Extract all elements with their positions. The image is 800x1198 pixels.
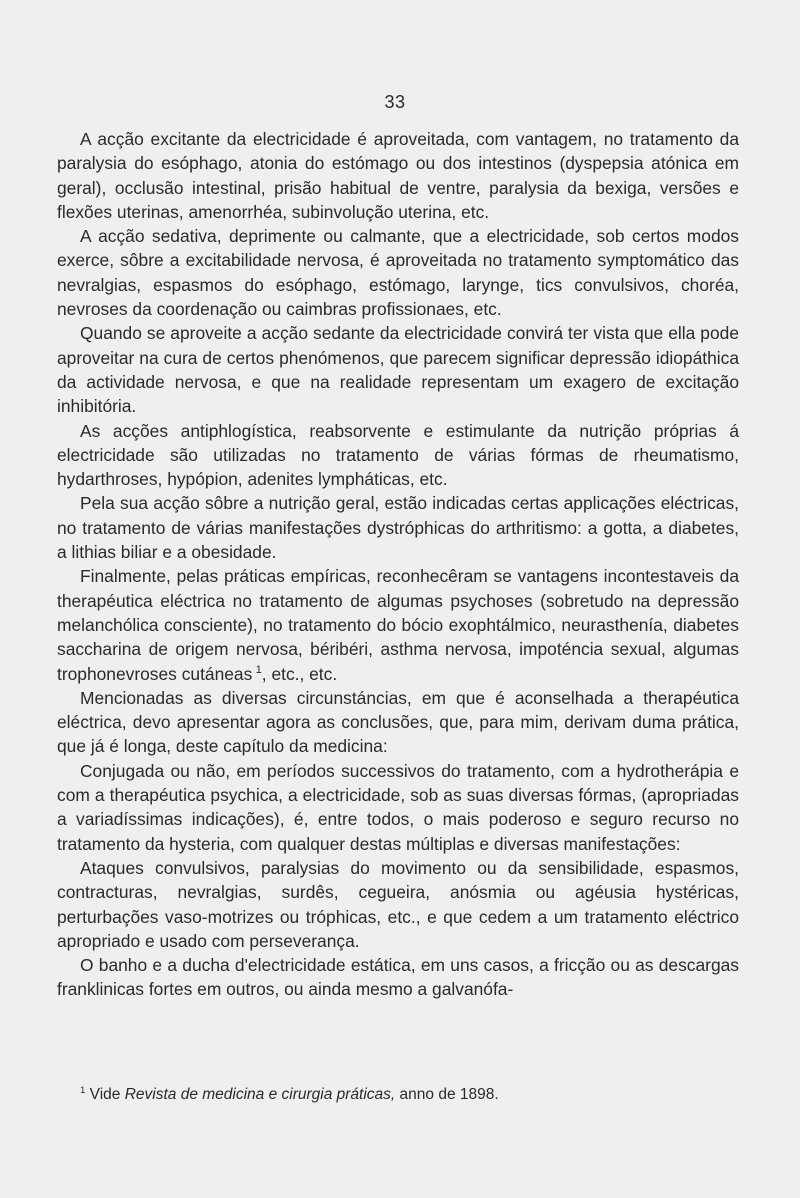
footnote-title: Revista de medicina e cirurgia práticas,: [124, 1086, 396, 1103]
paragraph-tail: , etc., etc.: [261, 663, 338, 684]
footnote: [80, 1085, 740, 1105]
paragraph-with-footnote: [57, 564, 739, 685]
footnote-prefix: Vide: [89, 1086, 125, 1103]
paragraph: Conjugada ou não, em períodos successivos do tratamento, com a hydrotherápia e com a therapéutica psychica, a electricidade, sob as suas diversas fórmas, (apropriadas a variadíssimas indicações), é, entre todos, o mais poderoso e seguro recurso no tratamento da hysteria, com qualquer destas múltiplas e diversas manifestações:: [57, 760, 739, 854]
paragraph: O banho e a ducha d'electricidade estática, em uns casos, a fricção ou as descargas franklinicas fortes em outros, ou ainda mesmo a galvanófa-: [57, 955, 739, 1000]
paragraph-text: Finalmente, pelas práticas empíricas, reconhecêram se vantagens incontestaveis da therapéutica eléctrica no tratamento de algumas psychoses (sobretudo na depressão melanchólica consciente), no tratamento do bócio exophtálmico, neurasthenía, diabetes saccharina de origem nervosa, béribéri, asthma nervosa, impoténcia sexual, algumas trophonevroses cutáneas: [57, 566, 739, 684]
body-text: [57, 127, 739, 1002]
page-number: 33: [384, 92, 406, 112]
footnote-reference: 1: [255, 663, 262, 676]
footnote-marker: 1: [80, 1084, 86, 1096]
paragraph: Ataques convulsivos, paralysias do movimento ou da sensibilidade, espasmos, contracturas, nevralgias, surdês, cegueira, anósmia ou agéusia hystéricas, perturbações vaso-motrizes ou tróphicas, etc., e que cedem a um tratamento eléctrico apropriado e usado com perseverança.: [57, 857, 739, 951]
footnote-suffix: anno de 1898.: [395, 1086, 499, 1103]
paragraph: Pela sua acção sôbre a nutrição geral, estão indicadas certas applicações eléctricas, no tratamento de várias manifestações dystróphicas do arthritismo: a gotta, a diabetes, a lithias biliar e a obesidade.: [57, 493, 739, 563]
paragraph: A acção sedativa, deprimente ou calmante, que a electricidade, sob certos modos exerce, sôbre a excitabilidade nervosa, é aproveitada no tratamento symptomático das nevralgias, espasmos do esóphago, estómago, larynge, tics convulsivos, choréa, nevroses da coordenação ou caimbras profissionaes, etc.: [57, 226, 739, 320]
paragraph: As acções antiphlogística, reabsorvente e estimulante da nutrição próprias á electricidade são utilizadas no tratamento de várias fórmas de rheumatismo, hydarthroses, hypópion, adenites lympháticas, etc.: [57, 420, 739, 490]
paragraph: A acção excitante da electricidade é aproveitada, com vantagem, no tratamento da paralysia do esóphago, atonia do estómago ou dos intestinos (dyspepsia atónica em geral), occlusão intestinal, prisão habitual de ventre, paralysia da bexiga, versões e flexões uterinas, amenorrhéa, subinvolução uterina, etc.: [57, 129, 739, 222]
paragraph: Mencionadas as diversas circunstáncias, em que é aconselhada a therapéutica eléctrica, devo apresentar agora as conclusões, que, para mim, derivam duma prática, que já é longa, deste capítulo da medicina:: [57, 687, 739, 757]
paragraph: Quando se aproveite a acção sedante da electricidade convirá ter vista que ella pode aproveitar na cura de certos phenómenos, que parecem significar depressão idiopáthica da actividade nervosa, e que na realidade representam um exagero de excitação inhibitória.: [57, 323, 739, 417]
